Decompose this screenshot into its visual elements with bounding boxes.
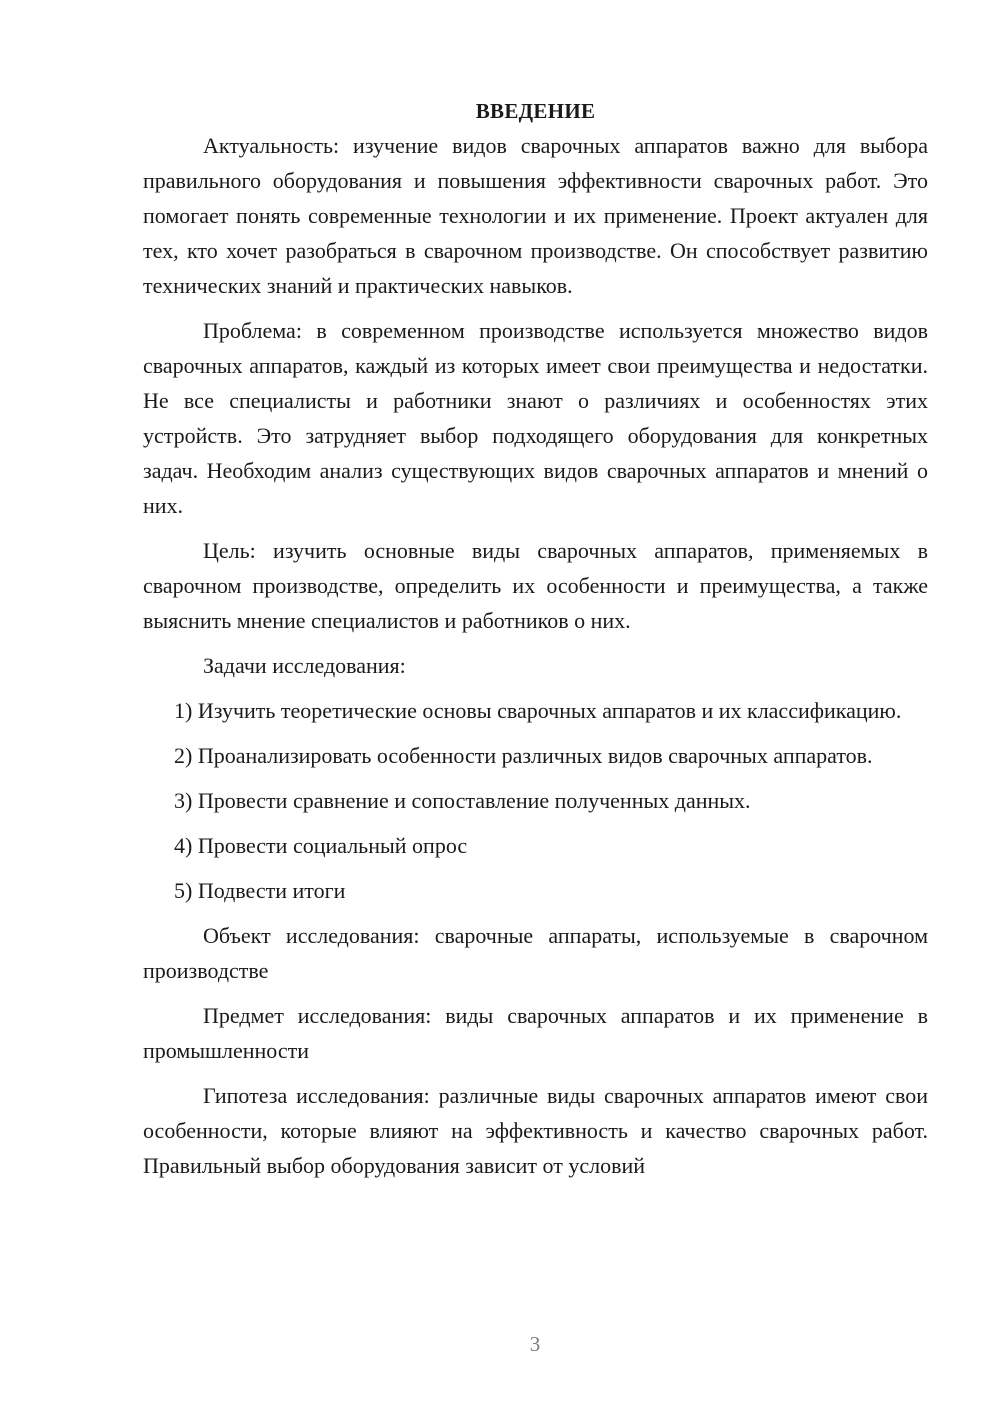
task-item: 4) Провести социальный опрос: [174, 833, 468, 858]
paragraph-tasks-heading: Задачи исследования:: [203, 653, 406, 678]
document-page: [143, 96, 928, 1193]
task-item: 3) Провести сравнение и сопоставление полученных данных.: [174, 788, 751, 813]
paragraph-hypothesis: Гипотеза исследования: различные виды сварочных аппаратов имеют свои особенности, которые влияют на эффективность и качество сварочных работ. Правильный выбор оборудования зависит от условий: [143, 1083, 928, 1178]
paragraph-goal: Цель: изучить основные виды сварочных аппаратов, применяемых в сварочном производстве, определить их особенности и преимущества, а также выяснить мнение специалистов и работников о них.: [143, 538, 928, 633]
task-item: 2) Проанализировать особенности различных видов сварочных аппаратов.: [174, 743, 873, 768]
page-number: 3: [529, 1332, 541, 1356]
task-item: 5) Подвести итоги: [174, 878, 346, 903]
paragraph-relevance: Актуальность: изучение видов сварочных аппаратов важно для выбора правильного оборудования и повышения эффективности сварочных работ. Это помогает понять современные технологии и их применение. Проект актуален для тех, кто хочет разобраться в сварочном производстве. Он способствует развитию технических знаний и практических навыков.: [143, 133, 928, 298]
paragraph-subject: Предмет исследования: виды сварочных аппаратов и их применение в промышленности: [143, 1003, 928, 1063]
task-item: 1) Изучить теоретические основы сварочных аппаратов и их классификацию.: [174, 698, 902, 723]
paragraph-object: Объект исследования: сварочные аппараты, используемые в сварочном производстве: [143, 923, 928, 983]
section-title: ВВЕДЕНИЕ: [475, 99, 596, 123]
paragraph-problem: Проблема: в современном производстве используется множество видов сварочных аппаратов, каждый из которых имеет свои преимущества и недостатки. Не все специалисты и работники знают о различиях и особенностях этих устройств. Это затрудняет выбор подходящего оборудования для конкретных задач. Необходим анализ существующих видов сварочных аппаратов и мнений о них.: [143, 318, 928, 518]
